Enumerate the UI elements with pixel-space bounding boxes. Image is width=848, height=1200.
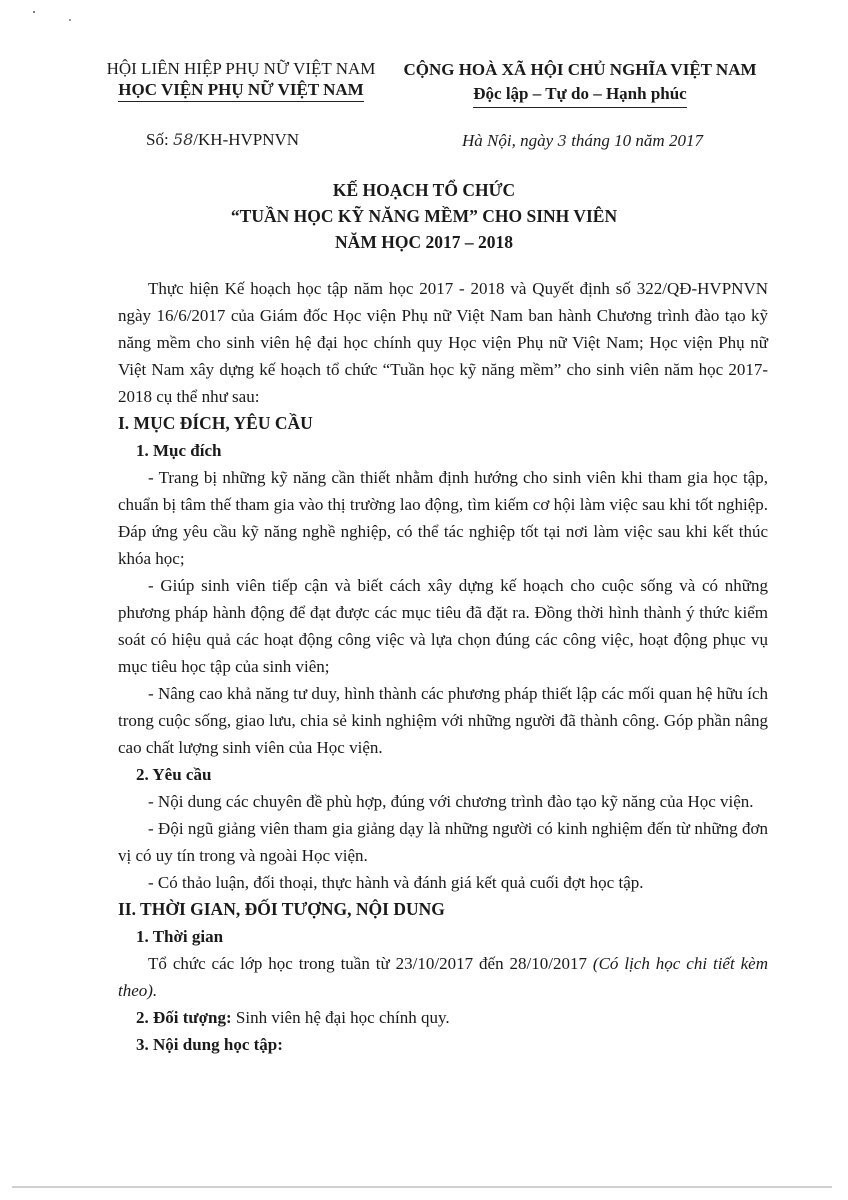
number-label: Số: (146, 130, 169, 149)
parent-organization: HỘI LIÊN HIỆP PHỤ NỮ VIỆT NAM (106, 59, 376, 78)
national-header (390, 58, 770, 108)
audience-text: Sinh viên hệ đại học chính quy. (235, 1008, 450, 1027)
date-suffix: tháng 10 năm 2017 (571, 131, 703, 150)
document-number (146, 130, 299, 150)
document-body (118, 275, 768, 1058)
requirement-item: - Đội ngũ giảng viên tham gia giảng dạy là những người có kinh nghiệm đến từ những đơn vị có uy tín trong và ngoài Học viện. (118, 819, 768, 865)
nation-name: CỘNG HOÀ XÃ HỘI CHỦ NGHĨA VIỆT NAM (403, 60, 757, 79)
time-heading: 1. Thời gian (136, 927, 224, 946)
number-code: /KH-HVPNVN (193, 130, 300, 149)
requirement-item: - Nội dung các chuyên đề phù hợp, đúng với chương trình đào tạo kỹ năng của Học viện. (148, 792, 754, 811)
time-paragraph (118, 950, 768, 1004)
date-prefix: Hà Nội, ngày (462, 131, 554, 150)
audience-label: 2. Đối tượng: (136, 1008, 232, 1027)
date-day: 3 (557, 132, 567, 150)
audience-paragraph (118, 1004, 768, 1031)
issuing-organization (96, 58, 386, 102)
national-motto: Độc lập – Tự do – Hạnh phúc (473, 82, 686, 108)
scan-edge-line (12, 1186, 832, 1188)
purpose-item: - Nâng cao khả năng tư duy, hình thành các phương pháp thiết lập các mối quan hệ hữu ích trong cuộc sống, giao lưu, chia sẻ kinh nghiệm với những người đã thành công. Góp phần nâng cao chất lượng sinh viên của Học viện. (118, 684, 768, 757)
requirements-heading: 2. Yêu cầu (136, 765, 212, 784)
title-line-2: “TUẦN HỌC KỸ NĂNG MỀM” CHO SINH VIÊN (230, 206, 618, 226)
time-text: Tổ chức các lớp học trong tuần từ 23/10/2017 đến 28/10/2017 (148, 954, 587, 973)
purpose-item: - Giúp sinh viên tiếp cận và biết cách xây dựng kế hoạch cho cuộc sống và có những phương pháp hành động để đạt được các mục tiêu đã đặt ra. Đồng thời hình thành ý thức kiểm soát có hiệu quả các hoạt động công việc và lựa chọn đúng các công việc, hoạt động phục vụ mục tiêu học tập của sinh viên; (118, 576, 768, 676)
time-note: (Có lịch học chi tiết kèm theo). (118, 954, 768, 1000)
intro-paragraph: Thực hiện Kế hoạch học tập năm học 2017 - 2018 và Quyết định số 322/QĐ-HVPNVN ngày 16/6/2017 của Giám đốc Học viện Phụ nữ Việt Nam ban hành Chương trình đào tạo kỹ năng mềm cho sinh viên hệ đại học chính quy Học viện Phụ nữ Việt Nam; Học viện Phụ nữ Việt Nam xây dựng kế hoạch tổ chức “Tuần học kỹ năng mềm” cho sinh viên năm học 2017-2018 cụ thể như sau: (118, 279, 768, 406)
purpose-item: - Trang bị những kỹ năng cần thiết nhằm định hướng cho sinh viên khi tham gia học tập, chuẩn bị tâm thế tham gia vào thị trường lao động, tìm kiếm cơ hội làm việc sau khi tốt nghiệp. Đáp ứng yêu cầu kỹ năng nghề nghiệp, có thể tác nghiệp tốt tại nơi làm việc sau khi kết thúc khóa học; (118, 468, 768, 568)
scan-mark (30, 6, 90, 26)
section-2-heading: II. THỜI GIAN, ĐỐI TƯỢNG, NỘI DUNG (118, 899, 445, 919)
place-and-date (462, 131, 703, 151)
content-heading: 3. Nội dung học tập: (136, 1035, 283, 1054)
requirement-item: - Có thảo luận, đối thoại, thực hành và đánh giá kết quả cuối đợt học tập. (148, 873, 644, 892)
title-line-3: NĂM HỌC 2017 – 2018 (335, 232, 513, 252)
purpose-heading: 1. Mục đích (136, 441, 222, 460)
document-title (0, 177, 848, 255)
organization-name: HỌC VIỆN PHỤ NỮ VIỆT NAM (118, 79, 363, 102)
number-value: 58 (172, 130, 194, 149)
title-line-1: KẾ HOẠCH TỔ CHỨC (332, 180, 516, 200)
section-1-heading: I. MỤC ĐÍCH, YÊU CẦU (118, 413, 313, 433)
